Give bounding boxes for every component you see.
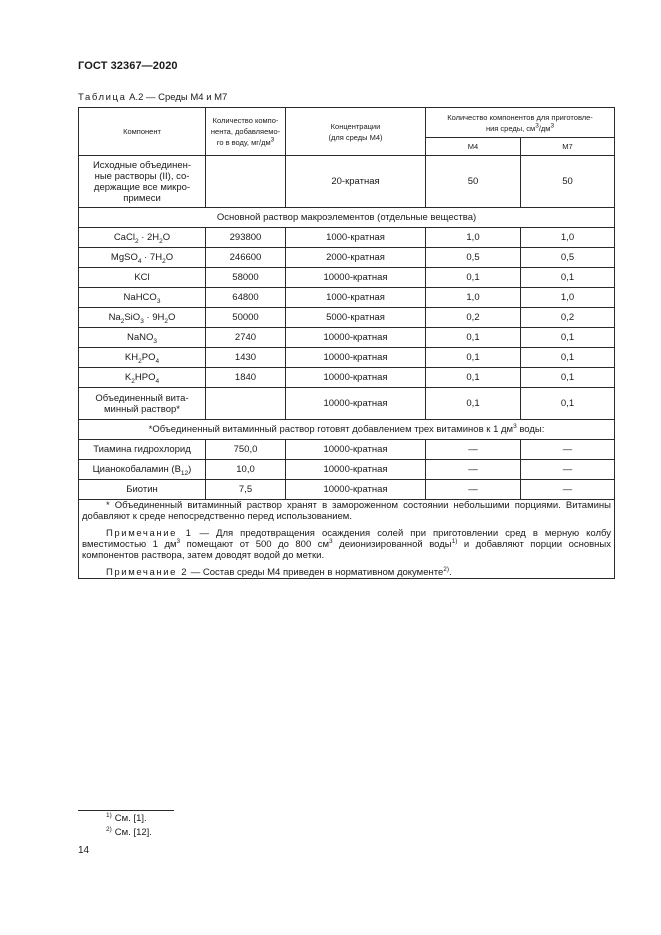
footnote-divider [78, 810, 174, 811]
macro-conc: 2000-кратная [286, 248, 426, 268]
footnote-1 [106, 813, 147, 824]
header-m4: М4 [426, 138, 521, 156]
vitamin-combined-m7: 0,1 [521, 388, 615, 420]
vitamin-row [79, 460, 615, 480]
stock-m4: 50 [426, 156, 521, 208]
macro-row [79, 288, 615, 308]
vitamin-combined-conc: 10000-кратная [286, 388, 426, 420]
vitamin-conc: 10000-кратная [286, 440, 426, 460]
macro-row [79, 308, 615, 328]
note-star: * Объединенный витаминный раствор хранят в замороженном состоянии небольшими порциями. Витамины добавляют к среде непосредственно перед использованием. [82, 500, 612, 522]
macro-header-row [79, 208, 615, 228]
media-table [78, 107, 615, 579]
header-group-sup1: 3 [535, 122, 539, 129]
table-caption [78, 92, 227, 103]
macro-m4: 0,5 [426, 248, 521, 268]
macro-qty: 246600 [206, 248, 286, 268]
macro-m7: 0,1 [521, 348, 615, 368]
macro-m7: 1,0 [521, 228, 615, 248]
macro-qty: 64800 [206, 288, 286, 308]
macro-row [79, 368, 615, 388]
macro-row [79, 268, 615, 288]
macro-conc: 10000-кратная [286, 328, 426, 348]
macro-conc: 1000-кратная [286, 288, 426, 308]
vitamin-qty: 7,5 [206, 480, 286, 500]
header-m7: М7 [521, 138, 615, 156]
header-group-text: Количество компонентов для приготовле- ния среды, см [447, 112, 593, 133]
macro-m4: 0,2 [426, 308, 521, 328]
vitamin-qty: 10,0 [206, 460, 286, 480]
footnote-2-text: См. [12]. [114, 827, 152, 838]
header-concentration: Концентрации (для среды М4) [286, 108, 426, 156]
macro-qty: 50000 [206, 308, 286, 328]
macro-m4: 1,0 [426, 228, 521, 248]
macro-rows [79, 228, 615, 388]
vitamin-m7: — [521, 480, 615, 500]
macro-qty: 58000 [206, 268, 286, 288]
macro-qty: 1840 [206, 368, 286, 388]
macro-row [79, 228, 615, 248]
macro-name: NaNO$_3$ [79, 328, 206, 348]
vitamin-qty: 750,0 [206, 440, 286, 460]
vitamin-name: Цианокобаламин $(B_{12})$ [79, 460, 206, 480]
macro-m7: 0,1 [521, 328, 615, 348]
vitamin-header: *Объединенный витаминный раствор готовят добавлением трех витаминов к 1 $дм^3$ воды: [79, 420, 615, 440]
stock-m7: 50 [521, 156, 615, 208]
macro-qty: 1430 [206, 348, 286, 368]
vitamin-conc: 10000-кратная [286, 480, 426, 500]
header-row [79, 108, 615, 138]
header-group [426, 108, 615, 138]
macro-name: NaHCO$_3$ [79, 288, 206, 308]
vitamin-name: Биотин [79, 480, 206, 500]
header-component: Компонент [79, 108, 206, 156]
macro-row [79, 348, 615, 368]
notes-row [79, 500, 615, 579]
stock-conc: 20-кратная [286, 156, 426, 208]
macro-conc: 1000-кратная [286, 228, 426, 248]
vitamin-m7: — [521, 440, 615, 460]
vitamin-combined-name: Объединенный вита- минный раствор* [79, 388, 206, 420]
vitamin-combined-row [79, 388, 615, 420]
vitamin-row [79, 480, 615, 500]
macro-name: KCl [79, 268, 206, 288]
macro-m4: 0,1 [426, 268, 521, 288]
macro-name: CaCl$_2$ · $2H_2O$ [79, 228, 206, 248]
header-quantity-sup: 3 [270, 136, 275, 144]
stock-row [79, 156, 615, 208]
macro-m4: 0,1 [426, 348, 521, 368]
vitamin-row [79, 440, 615, 460]
note-2-label: Примечание 2 [106, 567, 189, 578]
macro-m7: 0,2 [521, 308, 615, 328]
macro-m4: 0,1 [426, 328, 521, 348]
vitamin-m4: — [426, 440, 521, 460]
vitamin-rows [79, 440, 615, 500]
document-code: ГОСТ 32367—2020 [78, 60, 178, 72]
note-2 [82, 567, 611, 578]
macro-m7: 0,5 [521, 248, 615, 268]
vitamin-header-row [79, 420, 615, 440]
macro-qty: 293800 [206, 228, 286, 248]
macro-name: $Na_2SiO_3 \cdot 9H_2O$ [79, 308, 206, 328]
macro-m7: 0,1 [521, 368, 615, 388]
footnote-1-mark: 1) [106, 811, 112, 819]
macro-name: $KH_2PO_4$ [79, 348, 206, 368]
vitamin-combined-qty [206, 388, 286, 420]
footnote-1-text: См. [1]. [114, 813, 147, 824]
note-1 [82, 528, 611, 561]
stock-qty [206, 156, 286, 208]
macro-name: $K_2HPO_4$ [79, 368, 206, 388]
macro-row [79, 328, 615, 348]
macro-m7: 1,0 [521, 288, 615, 308]
caption-text: А.2 — Среды М4 и М7 [126, 92, 228, 103]
vitamin-combined-m4: 0,1 [426, 388, 521, 420]
footnote-2 [106, 827, 152, 838]
macro-conc: 5000-кратная [286, 308, 426, 328]
macro-m7: 0,1 [521, 268, 615, 288]
vitamin-m4: — [426, 480, 521, 500]
macro-m4: 0,1 [426, 368, 521, 388]
notes-cell [79, 500, 615, 579]
macro-header: Основной раствор макроэлементов (отдельные вещества) [79, 208, 615, 228]
macro-qty: 2740 [206, 328, 286, 348]
macro-conc: 10000-кратная [286, 268, 426, 288]
note-1-text: — Для предотвращения осаждения солей при приготовлении сред в мерную колбу вместимостью 1 $дм^3$ помещают от 500 до 800 $см^3$ деионизированной воды$^{1)}$ и добавляют порции основных компонентов раствора, затем доводят водой до метки. [82, 528, 612, 561]
footnote-2-mark: 2) [106, 825, 112, 833]
vitamin-m7: — [521, 460, 615, 480]
stock-name: Исходные объединен- ные растворы (II), со- держащие все микро- примеси [79, 156, 206, 208]
vitamin-conc: 10000-кратная [286, 460, 426, 480]
header-quantity [206, 108, 286, 156]
macro-m4: 1,0 [426, 288, 521, 308]
header-group-mid: /дм [538, 123, 551, 133]
page-number: 14 [78, 845, 90, 856]
caption-label: Таблица [78, 92, 127, 103]
macro-row [79, 248, 615, 268]
note-1-label: Примечание 1 [106, 528, 193, 539]
macro-conc: 10000-кратная [286, 348, 426, 368]
header-quantity-text: Количество компо- нента, добавляемо- го в воду, мг/дм [210, 116, 281, 147]
vitamin-m4: — [426, 460, 521, 480]
header-group-sup2: 3 [550, 122, 555, 129]
macro-name: MgSO$_4$ · $7H_2O$ [79, 248, 206, 268]
vitamin-name: Тиамина гидрохлорид [79, 440, 206, 460]
macro-conc: 10000-кратная [286, 368, 426, 388]
note-2-text: — Состав среды М4 приведен в нормативном документе$^{2)}$. [188, 565, 452, 578]
